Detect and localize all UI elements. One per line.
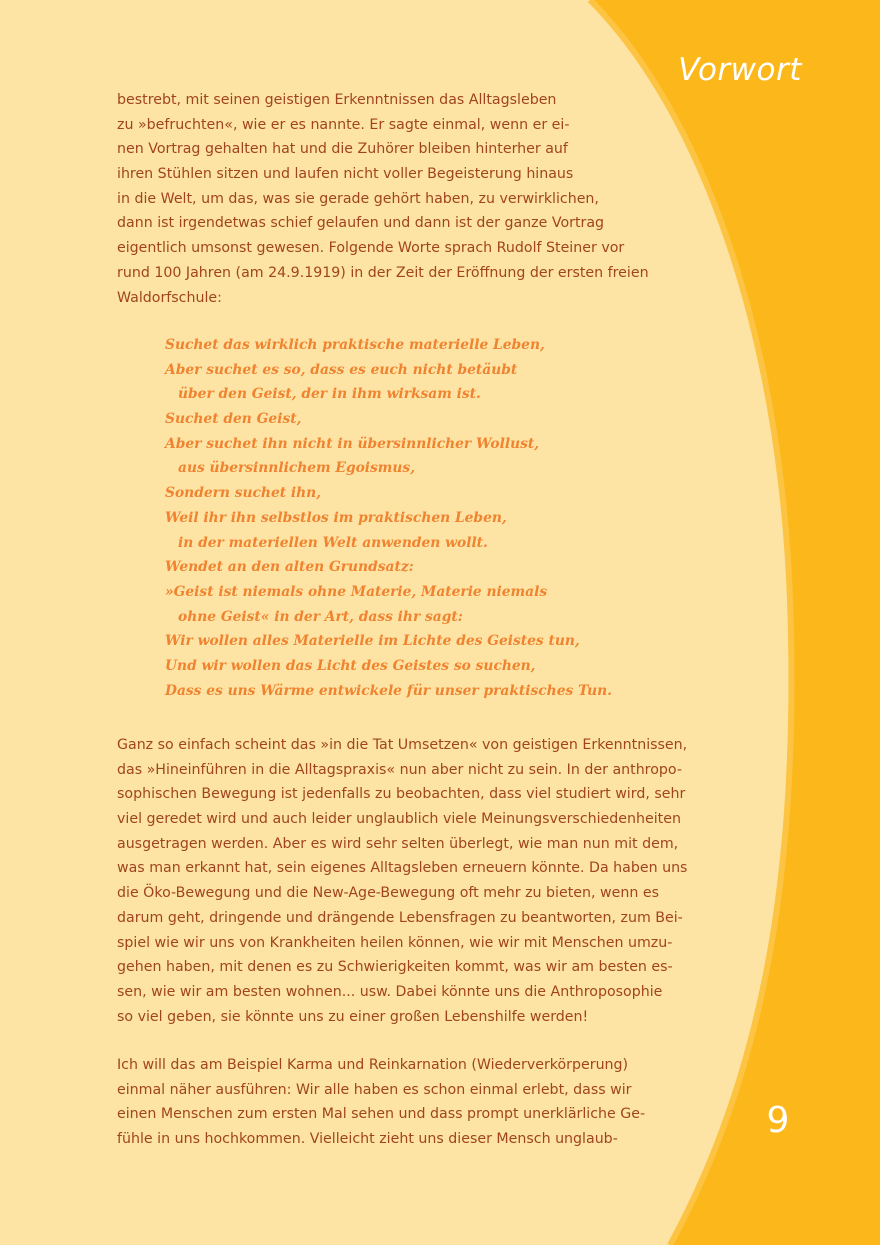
text-line: einmal näher ausführen: Wir alle haben es schon einmal erlebt, dass wir: [117, 1081, 632, 1098]
text-line: gehen haben, mit denen es zu Schwierigkeiten kommt, was wir am besten es-: [117, 959, 673, 976]
text-line: die Öko-Bewegung und die New-Age-Bewegung oft mehr zu bieten, wenn es: [117, 885, 659, 902]
text-line: sen, wie wir am besten wohnen... usw. Dabei könnte uns die Anthroposophie: [117, 983, 663, 1000]
chapter-title: Vorwort: [678, 52, 802, 88]
body-paragraph-1: [117, 733, 687, 1029]
text-line: das »Hineinführen in die Alltagspraxis« nun aber nicht zu sein. In der anthropo-: [117, 761, 682, 778]
quote-line: aus übersinnlichem Egoismus,: [178, 460, 416, 477]
text-line: bestrebt, mit seinen geistigen Erkenntnissen das Alltagsleben: [117, 92, 557, 108]
text-line: ausgetragen werden. Aber es wird sehr selten überlegt, wie man nun mit dem,: [117, 835, 679, 852]
quote-line: Wir wollen alles Materielle im Lichte des Geistes tun,: [165, 633, 580, 650]
quote-line: über den Geist, der in ihm wirksam ist.: [178, 386, 481, 403]
steiner-quote: [165, 333, 612, 703]
body-paragraph-2: [117, 1053, 645, 1152]
text-line: nen Vortrag gehalten hat und die Zuhörer bleiben hinterher auf: [117, 141, 568, 158]
text-line: Ganz so einfach scheint das »in die Tat Umsetzen« von geistigen Erkenntnissen,: [117, 737, 688, 753]
quote-line: in der materiellen Welt anwenden wollt.: [178, 534, 488, 551]
text-line: zu »befruchten«, wie er es nannte. Er sagte einmal, wenn er ei-: [117, 116, 570, 133]
quote-line: ohne Geist« in der Art, dass ihr sagt:: [178, 608, 463, 625]
quote-line: Aber suchet ihn nicht in übersinnlicher Wollust,: [165, 435, 540, 452]
text-line: sophischen Bewegung ist jedenfalls zu beobachten, dass viel studiert wird, sehr: [117, 786, 686, 803]
text-line: ihren Stühlen sitzen und laufen nicht voller Begeisterung hinaus: [117, 166, 574, 183]
text-line: viel geredet wird und auch leider unglaublich viele Meinungsverschiedenheiten: [117, 811, 681, 828]
text-line: Waldorfschule:: [117, 289, 222, 306]
text-line: eigentlich umsonst gewesen. Folgende Worte sprach Rudolf Steiner vor: [117, 240, 625, 257]
text-line: spiel wie wir uns von Krankheiten heilen können, wie wir mit Menschen umzu-: [117, 934, 673, 951]
quote-line: Und wir wollen das Licht des Geistes so suchen,: [165, 657, 536, 674]
intro-paragraph: [117, 88, 649, 310]
quote-line: Sondern suchet ihn,: [165, 485, 322, 502]
text-line: darum geht, dringende und drängende Lebensfragen zu beantworten, zum Bei-: [117, 909, 683, 926]
quote-line: Aber suchet es so, dass es euch nicht betäubt: [165, 361, 518, 378]
text-line: Ich will das am Beispiel Karma und Reinkarnation (Wiederverkörperung): [117, 1057, 629, 1073]
text-line: fühle in uns hochkommen. Vielleicht zieht uns dieser Mensch unglaub-: [117, 1131, 618, 1148]
page-number: 9: [766, 1100, 790, 1141]
quote-line: Weil ihr ihn selbstlos im praktischen Leben,: [165, 509, 507, 526]
text-line: so viel geben, sie könnte uns zu einer großen Lebenshilfe werden!: [117, 1008, 589, 1025]
text-line: rund 100 Jahren (am 24.9.1919) in der Zeit der Eröffnung der ersten freien: [117, 264, 649, 281]
text-line: was man erkannt hat, sein eigenes Alltagsleben erneuern könnte. Da haben uns: [117, 860, 688, 877]
text-line: in die Welt, um das, was sie gerade gehört haben, zu verwirklichen,: [117, 190, 599, 207]
quote-line: Dass es uns Wärme entwickele für unser praktisches Tun.: [165, 682, 612, 699]
quote-line: Suchet den Geist,: [165, 411, 302, 428]
quote-line: »Geist ist niemals ohne Materie, Materie niemals: [165, 583, 548, 600]
quote-line: Suchet das wirklich praktische materielle Leben,: [165, 337, 545, 353]
text-line: einen Menschen zum ersten Mal sehen und dass prompt unerklärliche Ge-: [117, 1106, 646, 1123]
quote-line: Wendet an den alten Grundsatz:: [165, 559, 414, 576]
text-line: dann ist irgendetwas schief gelaufen und dann ist der ganze Vortrag: [117, 215, 605, 232]
